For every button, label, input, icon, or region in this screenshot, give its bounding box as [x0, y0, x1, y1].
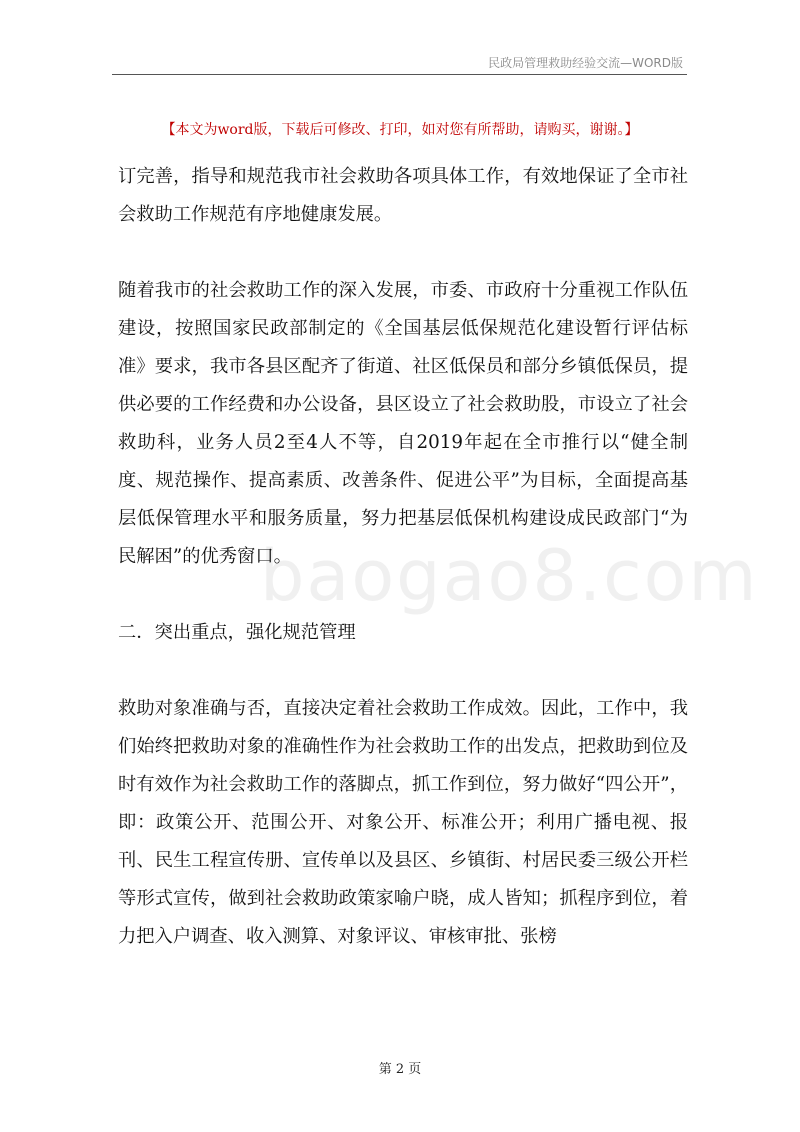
paragraph-2: 随着我市的社会救助工作的深入发展，市委、市政府十分重视工作队伍建设，按照国家民政部制定的《全国基层低保规范化建设暂行评估标准》要求，我市各县区配齐了街道、社区低保员和部分乡镇低保员，提供必要的工作经费和办公设备，县区设立了社会救助股，市设立了社会救助科，业务人员2至4人不等，自2019年起在全市推行以“健全制度、规范操作、提高素质、改善条件、促进公平”为目标，全面提高基层低保管理水平和服务质量，努力把基层低保机构建设成民政部门“为民解困”的优秀窗口。: [118, 280, 688, 567]
watermark: baogao8.com: [260, 535, 759, 617]
paragraph-gap: [118, 576, 688, 614]
paragraph-3: 救助对象准确与否，直接决定着社会救助工作成效。因此，工作中，我们始终把救助对象的准确性作为社会救助工作的出发点，把救助到位及时有效作为社会救助工作的落脚点，抓工作到位，努力做好“四公开”，即：政策公开、范围公开、对象公开、标准公开；利用广播电视、报刊、民生工程宣传册、宣传单以及县区、乡镇街、村居民委三级公开栏等形式宣传，做到社会救助政策家喻户晓，成人皆知；抓程序到位，着力把入户调查、收入测算、对象评议、审核审批、张榜: [118, 698, 688, 947]
paragraph-gap: [118, 652, 688, 690]
page-number: 第 2 页: [378, 1062, 422, 1077]
download-notice: 【本文为word版，下载后可修改、打印，如对您有所帮助，请购买，谢谢。】: [161, 122, 639, 138]
paragraph-gap: [118, 234, 688, 272]
section-heading: 二．突出重点，强化规范管理: [118, 622, 356, 643]
paragraph-1: 订完善，指导和规范我市社会救助各项具体工作，有效地保证了全市社会救助工作规范有序地健康发展。: [118, 166, 688, 225]
page-header: [112, 52, 687, 75]
header-title: 民政局管理救助经验交流—WORD版: [488, 56, 683, 70]
document-body: [118, 158, 688, 956]
